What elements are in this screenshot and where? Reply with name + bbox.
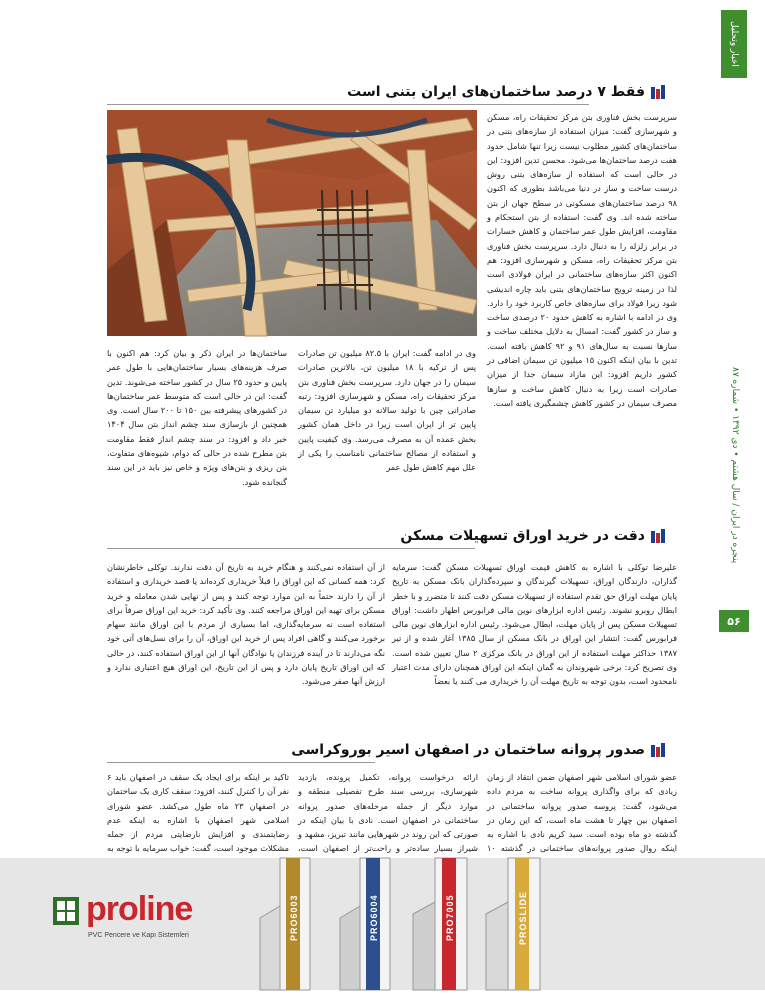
profile-proslide	[478, 858, 558, 990]
article2-rule	[107, 548, 475, 549]
proline-logo	[52, 888, 212, 968]
article3-column-3: تاکید بر اینکه برای ایجاد یک سقف در اصفهان باید ۶ نفر آن را کنترل کنند، افزود: سقف کاری یک ساختمان در اصفهان ۲۳ ماه طول می‌کشد. عضو شورای اسلامی شهر اصفهان با اشاره به اینکه عدم رضایتمندی و افزایش نارضایتی مردم از جمله مشکلات موجود است، گفت: خواب سرمایه با توجه به	[107, 772, 289, 854]
section-tab: اخبار وتحلیل	[721, 10, 747, 78]
article3-column-1: عضو شورای اسلامی شهر اصفهان ضمن انتقاد از زمان زیادی که برای واگذاری پروانه ساخت به مردم داده می‌شود، گفت: پروسه صدور پروانه ساختمانی در اصفهان بین چهار تا هشت ماه است، که این زمان در گذشته دو ماه بوده است. سید کریم نادی با اشاره به اینکه روال صدور پروانه‌های ساختمانی در گذشته ۱۰	[487, 772, 677, 854]
product-label-pro7005: PRO7005	[445, 894, 455, 942]
window-logo-icon	[52, 896, 80, 926]
article1-title: فقط ۷ درصد ساختمان‌های ایران بتنی است	[347, 84, 645, 100]
article1-right-column: سرپرست بخش فناوری بتن مرکز تحقیقات راه، مسکن و شهرسازی گفت: میزان استفاده از سازه‌های بتنی در ساختمان‌های کشور مطلوب نیست زیرا تنها شامل حدود هفت درصد ساختمان‌ها می‌شود. محسن تدین افزود: این در حالی است که استفاده از سازه‌های بتنی روش درست ساخت و ساز در دنیا می‌باشد بطوری که اکنون ۹۸ درصد ساختمان‌های مسکونی در سطح جهان از بتن ساخته شده اند. وی گفت: استفاده از بتن استحکام و مقاومت، افزایش طول عمر ساختمان و کاهش خسارات در برابر زلزله را به دنبال دارد. سرپرست بخش فناوری بتن مرکز تحقیقات راه، مسکن و شهرسازی افزود: هم اکنون اکثر سازه‌های ساختمانی در ایران فولادی است لذا در زمینه ترویج ساختمان‌های بتنی باید چاره اندیشی شود زیرا فولاد برای سازه‌های خاص کاربرد خود را دارد. وی در ادامه با اشاره به کاهش حدود ۲۰ درصدی ساخت و ساز در کشور گفت: امسال به دلایل مختلف ساخت و سازها نسبت به سال‌های ۹۱ و ۹۲ کاهش یافته است. تدین با بیان اینکه اکنون ۱۵ میلیون تن سیمان اضافی در کشور داریم افزود: این مازاد سیمان جدا از میزان صادرات است زیرا به دنبال کاهش ساخت و سازها مصرف سیمان در کشور کاهش چشمگیری یافته است.	[487, 112, 677, 408]
concrete-foundation-image	[107, 110, 477, 336]
product-label-proslide: PROSLIDE	[518, 891, 528, 946]
article1-middle-column: وی در ادامه گفت: ایران با ۸۲.۵ میلیون تن صادرات پس از ترکیه با ۱۸ میلیون تن، بالاترین صادرات سیمان را در جهان دارد. سرپرست بخش فناوری بتن مرکز تحقیقات راه، مسکن و شهرسازی افزود: رتبه صادراتی چین با تولید سالانه دو میلیارد تن سیمان پایین تر از ایران است زیرا در داخل همان کشور بخش عمده آن به مصرف می‌رسد. وی کیفیت پایین و استفاده از مصالح ساختمانی نامناسب را یکی از علل مهم کاهش طول عمر	[298, 348, 477, 473]
profile-pro6004	[330, 858, 410, 990]
article3-rule	[107, 762, 375, 763]
profile-pro6003	[250, 858, 330, 990]
article1-heading	[347, 84, 665, 100]
product-label-pro6004: PRO6004	[369, 894, 379, 942]
article3-heading	[291, 742, 665, 758]
profile-pro7005	[405, 858, 485, 990]
article3-column-2: ارائه درخواست پروانه، تکمیل پرونده، بازدید شهرسازی، بررسی سند طرح تفصیلی منطقه و موارد دیگر از جمله مرحله‌های صدور پروانه ساختمانی در اصفهان است. نادی با بیان اینکه در صورتی که این روند در شهرهایی مانند تبریز، مشهد و شیراز بسیار ساده‌تر و راحت‌تر از اصفهان است،	[298, 772, 478, 854]
article1-left-column: ساختمان‌ها در ایران ذکر و بیان کرد: هم اکنون با صرف هزینه‌های بسیار ساختمان‌هایی با طول عمر پایین و حدود ۲۵ سال در کشور ساخته می‌شوند. تدین گفت: این در حالی است که متوسط عمر ساختمان‌ها در کشورهای پیشرفته بین ۱۵۰ تا ۲۰۰ سال است. وی همچنین از بازسازی سند چشم انداز بتن سال ۱۴۰۴ خبر داد و افزود: در سند چشم انداز فقط مقاومت بتن مطرح شده در حالی که دوام، شیوه‌های متفاوت، بتن ریزی و بتن‌های ویژه و خاص نیز باید در این سند گنجانده شود.	[107, 348, 288, 487]
article2-title: دقت در خرید اوراق تسهیلات مسکن	[400, 528, 645, 544]
construction-photo	[107, 110, 477, 336]
bar-chart-icon	[651, 743, 665, 757]
page-number: ۵۶	[719, 610, 749, 632]
proline-advertisement	[0, 858, 765, 990]
product-label-pro6003: PRO6003	[289, 894, 299, 942]
brand-tagline: PVC Pencere ve Kapı Sistemleri	[88, 932, 189, 939]
article3-title: صدور پروانه ساختمان در اصفهان اسیر بوروکراسی	[291, 742, 645, 758]
article2-right-column: علیرضا توکلی با اشاره به کاهش قیمت اوراق تسهیلات مسکن گفت: سرمایه گذاران، دارندگان اوراق، تسهیلات گیرندگان و سپرده‌گذاران بانک مسکن به تاریخ پایان مهلت اوراق حق تقدم استفاده از تسهیلات مسکن دقت کنند تا متضرر و با خطر ابطال روبرو نشوند. رئیس اداره ابزارهای نوین مالی فرابورس اظهار داشت: اوراق تسهیلات مسکن پس از پایان مهلت، ابطال می‌شود. رئیس اداره ابزارهای نوین مالی فرابورس گفت: انتشار این اوراق در بانک مسکن از سال ۱۳۸۵ آغاز شده و از تیر ۱۳۸۷ حداکثر مهلت استفاده از این اوراق در بانک مرکزی ۲ سال تعیین شده است. وی تصریح کرد: برخی شهروندان به گمان اینکه این اوراق همچنان دارای مدت اعتبار نامحدود است، بدون توجه به تاریخ مهلت آن را خریداری می کنند یا بعضاً	[392, 562, 678, 687]
bar-chart-icon	[651, 529, 665, 543]
brand-name: proline	[86, 890, 193, 928]
article1-rule	[107, 104, 589, 105]
issue-info: پنجره در ایران / سال هشتم • دی ۱۳۹۲ • شماره ۸۷	[730, 366, 740, 564]
bar-chart-icon	[651, 85, 665, 99]
article2-left-column: از آن استفاده نمی‌کنند و هنگام خرید به تاریخ آن دقت ندارند. توکلی خاطرنشان کرد: همه کسانی که این اوراق را قبلاً خریداری کرده‌اند یا قصد خریداری و استفاده از آن را دارند حتماً به این موارد توجه کنند و پس از نهایی شدن معامله و خرید مسکن برای تهیه این اوراق مراجعه کنند. وی تأکید کرد: خرید این اوراق صرفاً برای استفاده است نه سرمایه‌گذاری، اما بسیاری از مردم با این اوراق مانند سهام برخورد می‌کنند و گاهی افراد پس از خرید این اوراق، آن را برای نسل‌های آتی خود نگه می‌دارند تا در آینده فرزندان یا نوادگان آنها از این اوراق استفاده کنند، در حالی که این اوراق تاریخ پایان دارد و پس از این تاریخ، این اوراق هیچ اعتباری ندارد و ارزش آنها صفر می‌شود.	[107, 562, 385, 687]
page-sidebar	[695, 0, 765, 990]
article2-heading	[400, 528, 665, 544]
